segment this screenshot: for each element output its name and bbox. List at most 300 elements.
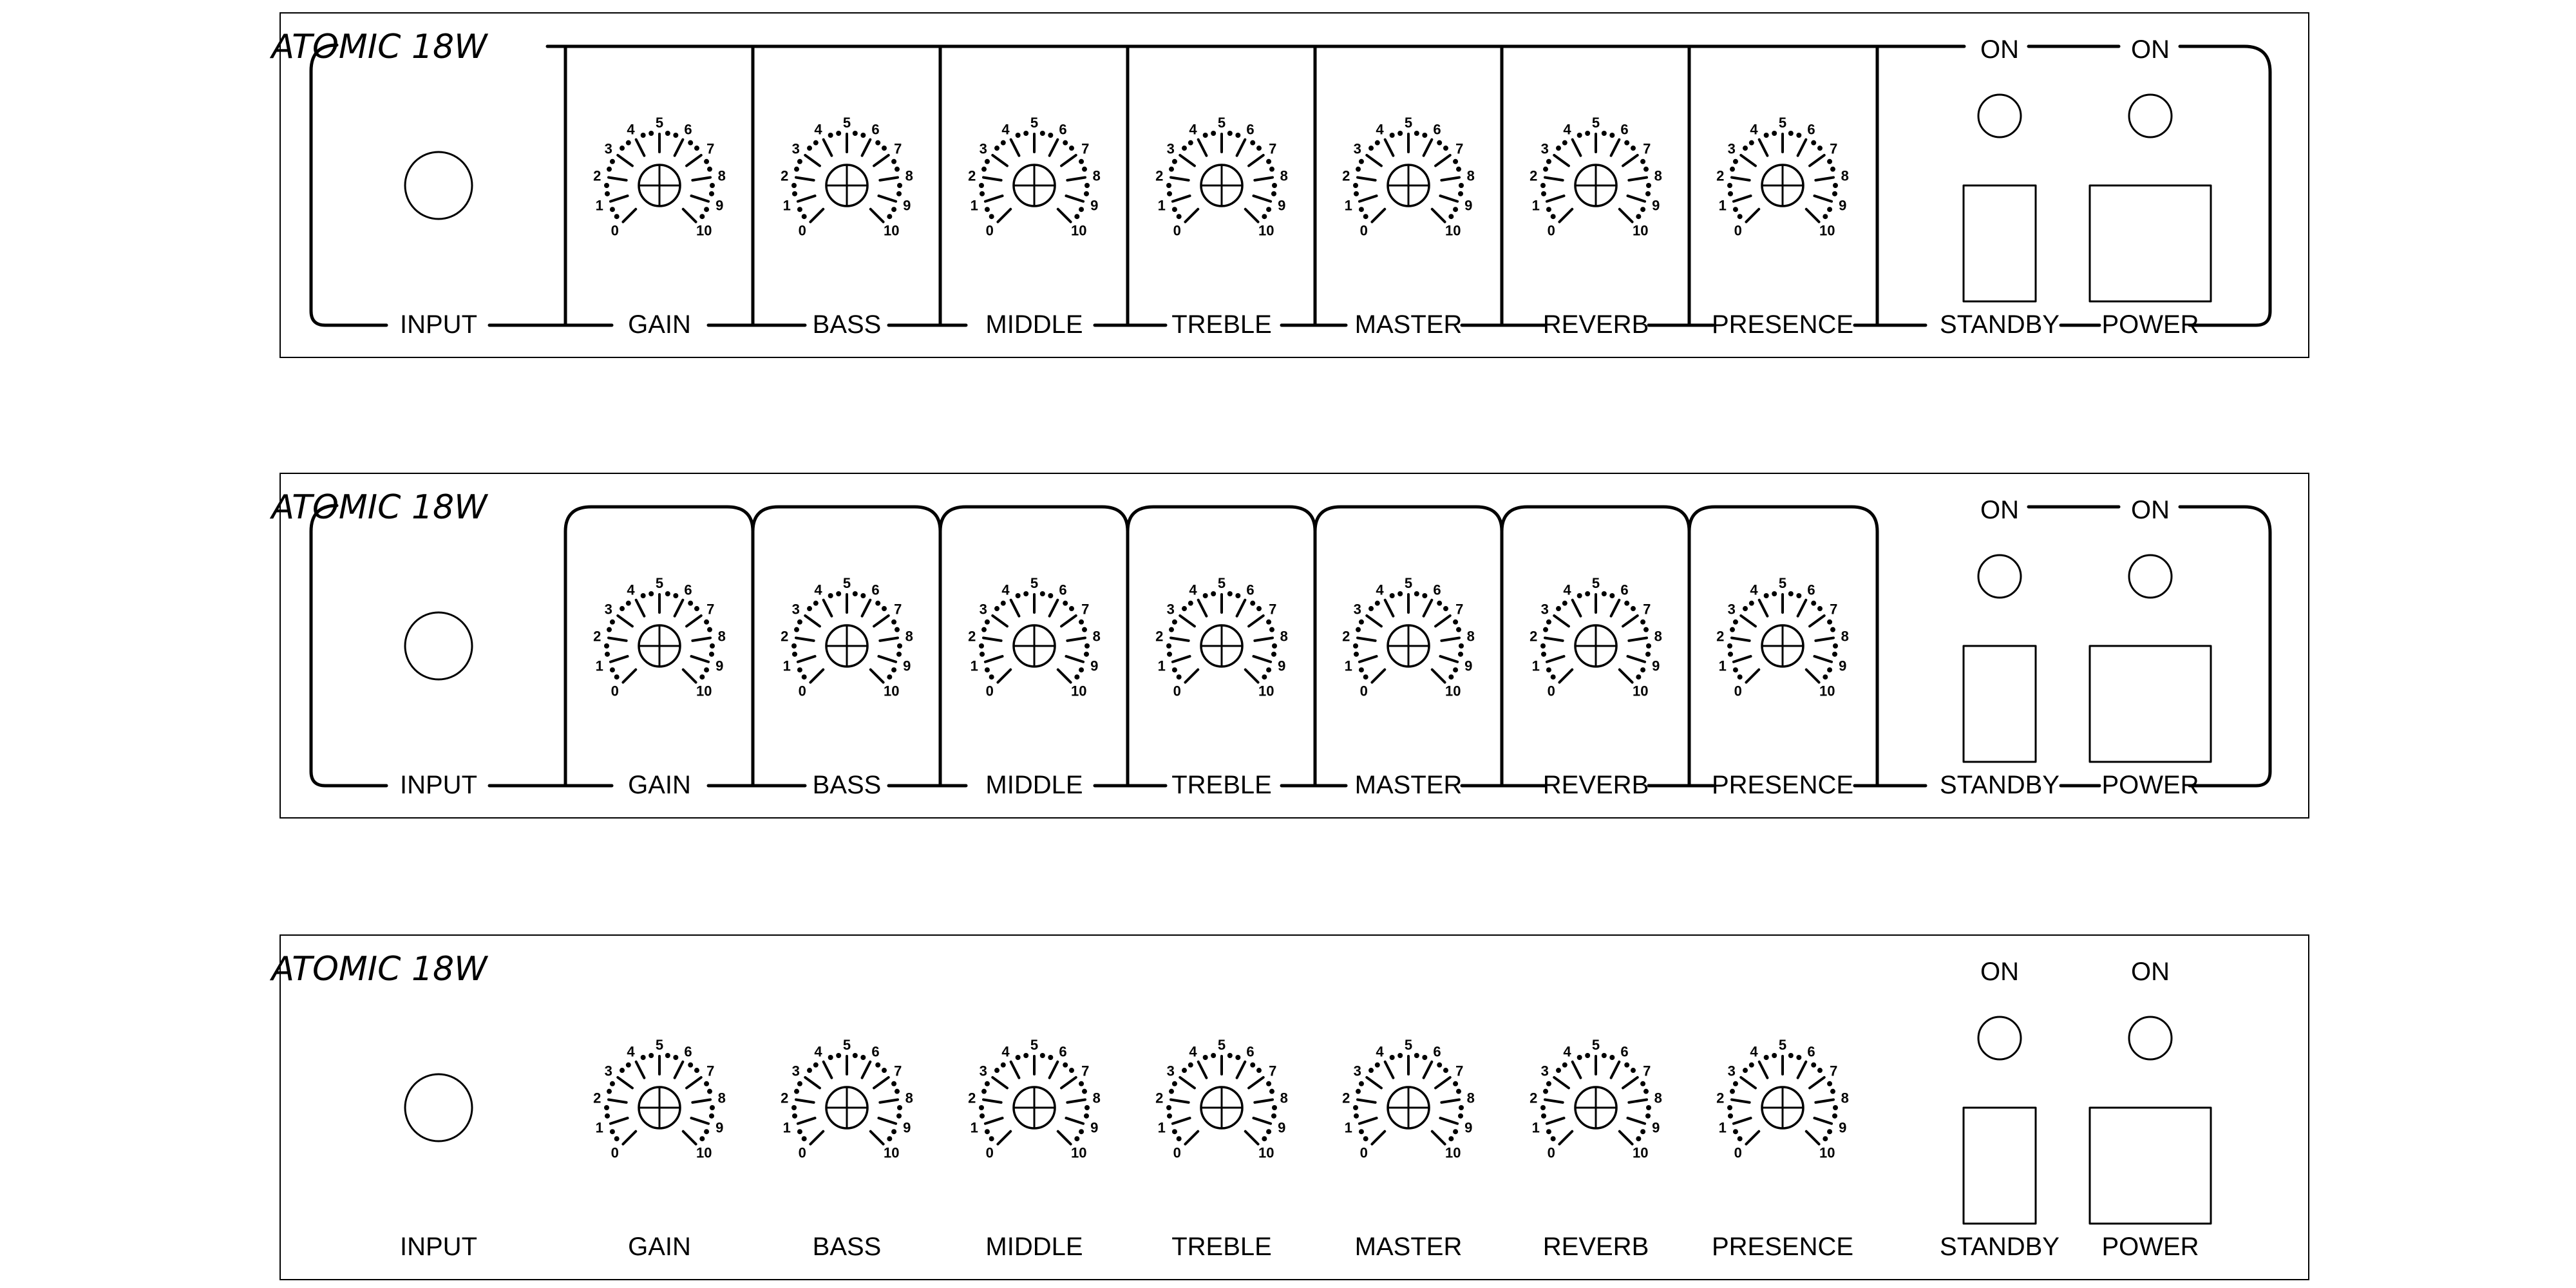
power-switch[interactable]: [2090, 185, 2211, 301]
knob-scale-dot: [1811, 140, 1816, 146]
knob-scale-dot: [1556, 146, 1561, 151]
knob-scale-dot: [828, 133, 833, 138]
knob-scale-dot: [797, 159, 802, 164]
knob-scale-dot: [1363, 674, 1368, 679]
knob-scale-number: 1: [782, 658, 791, 674]
knob-scale-number: 7: [1269, 140, 1277, 157]
knob-tick: [1629, 1099, 1647, 1102]
knob-scale-number: 3: [791, 1063, 800, 1079]
knob-scale-number: 8: [1654, 628, 1662, 645]
knob-tick: [871, 670, 884, 683]
knob-scale-dot: [1074, 674, 1079, 679]
knob-tick: [1547, 656, 1564, 662]
knob-middle[interactable]: [968, 1037, 1101, 1160]
knob-scale-dot: [1063, 1063, 1068, 1068]
knob-scale-number: 9: [715, 197, 724, 214]
knob-scale-dot: [1585, 591, 1590, 596]
knob-tick: [871, 1132, 884, 1144]
knob-label: GAIN: [628, 771, 691, 799]
knob-scale-number: 6: [1620, 1043, 1629, 1060]
knob-scale-number: 5: [1591, 1037, 1600, 1053]
knob-scale-dot: [1084, 1105, 1090, 1110]
knob-scale-dot: [981, 627, 987, 632]
knob-scale-dot: [605, 1113, 610, 1119]
knob-scale-dot: [1459, 643, 1464, 649]
knob-scale-dot: [1728, 652, 1733, 657]
knob-scale-dot: [1817, 606, 1823, 611]
knob-scale-dot: [1827, 1081, 1832, 1086]
knob-scale-dot: [895, 1089, 900, 1094]
knob-scale-number: 8: [1092, 628, 1101, 645]
knob-scale-dot: [1645, 652, 1651, 657]
knob-scale-dot: [875, 140, 880, 146]
knob-tick: [683, 670, 696, 683]
knob-scale-number: 1: [782, 197, 791, 214]
knob-scale-number: 2: [1342, 167, 1350, 184]
knob-scale-number: 8: [1841, 167, 1849, 184]
knob-tick: [1245, 209, 1258, 222]
knob-scale-number: 9: [1652, 1119, 1660, 1136]
knob-tick: [1620, 1132, 1633, 1144]
knob-scale-number: 2: [1716, 167, 1725, 184]
knob-scale-dot: [1172, 1129, 1177, 1134]
knob-scale-dot: [620, 1068, 625, 1073]
knob-scale-dot: [1414, 1053, 1419, 1058]
knob-middle[interactable]: [968, 115, 1101, 238]
knob-scale-number: 5: [1778, 115, 1787, 131]
knob-scale-number: 10: [1633, 683, 1649, 699]
knob-tick: [878, 1118, 896, 1124]
knob-gain[interactable]: [593, 575, 726, 699]
knob-tick: [687, 1077, 701, 1088]
knob-scale-dot: [802, 674, 807, 679]
knob-scale-number: 10: [696, 222, 712, 239]
knob-scale-dot: [1733, 620, 1738, 625]
knob-scale-dot: [1609, 133, 1615, 138]
knob-bass[interactable]: [781, 115, 913, 238]
knob-scale-number: 3: [604, 601, 612, 618]
knob-label: MIDDLE: [985, 771, 1083, 799]
knob-tick: [618, 155, 632, 166]
knob-scale-number: 4: [1376, 121, 1384, 138]
knob-scale-dot: [1631, 606, 1636, 611]
knob-scale-number: 2: [593, 167, 601, 184]
knob-gain[interactable]: [593, 115, 726, 238]
knob-scale-dot: [1577, 593, 1582, 598]
knob-scale-dot: [994, 1068, 999, 1073]
knob-scale-dot: [1832, 1113, 1837, 1119]
knob-tick: [1237, 140, 1245, 156]
knob-tick: [1810, 1077, 1824, 1088]
knob-scale-dot: [1546, 1129, 1551, 1134]
knob-scale-dot: [1266, 1129, 1271, 1134]
knob-scale-number: 3: [1353, 1063, 1361, 1079]
knob-scale-number: 3: [1353, 601, 1361, 618]
knob-label: MASTER: [1354, 1233, 1463, 1261]
knob-tick: [1385, 1062, 1394, 1078]
knob-scale-dot: [1359, 620, 1364, 625]
knob-middle[interactable]: [968, 575, 1101, 699]
knob-tick: [1627, 656, 1645, 662]
knob-scale-dot: [1541, 1113, 1546, 1119]
knob-scale-number: 1: [1344, 197, 1352, 214]
power-switch[interactable]: [2090, 646, 2211, 762]
knob-scale-number: 3: [1353, 140, 1361, 157]
knob-scale-dot: [610, 1129, 615, 1134]
knob-tick: [1611, 1062, 1620, 1078]
knob-scale-dot: [710, 1105, 715, 1110]
knob-scale-dot: [1562, 1063, 1567, 1068]
knob-scale-number: 4: [1750, 582, 1758, 598]
knob-scale-dot: [891, 207, 896, 212]
knob-scale-dot: [891, 1081, 896, 1086]
knob-tick: [611, 656, 628, 662]
knob-tick: [683, 209, 696, 222]
knob-scale-number: 7: [706, 601, 715, 618]
knob-scale-dot: [1546, 667, 1551, 672]
knob-scale-dot: [1397, 591, 1403, 596]
knob-scale-dot: [607, 627, 612, 632]
knob-tick: [880, 1099, 898, 1102]
knob-reverb[interactable]: [1530, 115, 1662, 238]
knob-scale-dot: [985, 620, 990, 625]
knob-tick: [1358, 1099, 1376, 1102]
knob-tick: [796, 1099, 814, 1102]
knob-label: GAIN: [628, 1233, 691, 1261]
standby-switch[interactable]: [1964, 185, 2036, 301]
knob-scale-dot: [1211, 131, 1216, 136]
knob-bass[interactable]: [781, 1037, 913, 1160]
knob-scale-number: 9: [1278, 658, 1286, 674]
knob-scale-dot: [1074, 1136, 1079, 1141]
knob-scale-number: 2: [1530, 1090, 1538, 1106]
knob-scale-dot: [1359, 159, 1364, 164]
knob-reverb[interactable]: [1530, 575, 1662, 699]
knob-scale-dot: [981, 167, 987, 172]
knob-scale-dot: [1069, 606, 1074, 611]
knob-scale-number: 7: [894, 601, 902, 618]
knob-label: PRESENCE: [1711, 771, 1854, 799]
knob-scale-number: 3: [979, 140, 987, 157]
knob-scale-dot: [1169, 627, 1174, 632]
knob-scale-number: 6: [871, 582, 880, 598]
knob-scale-number: 2: [593, 1090, 601, 1106]
knob-scale-number: 3: [1727, 1063, 1736, 1079]
knob-scale-dot: [1728, 1113, 1733, 1119]
knob-scale-number: 10: [1071, 222, 1087, 239]
knob-scale-dot: [673, 133, 678, 138]
knob-scale-dot: [1188, 1063, 1193, 1068]
knob-tick: [798, 196, 815, 202]
knob-tick: [983, 177, 1001, 180]
knob-tick: [1359, 656, 1377, 662]
knob-gain[interactable]: [593, 1037, 726, 1160]
knob-master[interactable]: [1342, 575, 1475, 699]
knob-scale-number: 10: [1445, 683, 1461, 699]
knob-scale-dot: [1624, 140, 1629, 146]
knob-scale-dot: [1359, 1129, 1364, 1134]
knob-scale-number: 4: [1189, 121, 1197, 138]
knob-presence[interactable]: [1716, 115, 1849, 238]
knob-scale-number: 5: [1591, 115, 1600, 131]
knob-tick: [1629, 177, 1647, 180]
knob-scale-dot: [1211, 1053, 1216, 1058]
switch-on-label: ON: [2131, 496, 2170, 524]
knob-tick: [1066, 196, 1083, 202]
knob-scale-dot: [605, 191, 610, 196]
knob-tick: [1171, 177, 1189, 180]
switch-on-label: ON: [1980, 958, 2019, 986]
knob-scale-dot: [607, 167, 612, 172]
knob-scale-number: 9: [1464, 1119, 1473, 1136]
knob-scale-number: 8: [1280, 167, 1288, 184]
knob-scale-number: 7: [1269, 601, 1277, 618]
knob-scale-dot: [1540, 643, 1546, 649]
knob-scale-dot: [1271, 1113, 1276, 1119]
knob-scale-number: 6: [1433, 121, 1441, 138]
knob-tick: [636, 140, 645, 156]
knob-scale-number: 1: [1157, 1119, 1166, 1136]
knob-scale-dot: [887, 1136, 892, 1141]
knob-tick: [1372, 670, 1385, 683]
knob-scale-dot: [891, 1129, 896, 1134]
knob-scale-dot: [1262, 1136, 1267, 1141]
knob-tick: [1559, 670, 1572, 683]
knob-scale-dot: [1730, 167, 1735, 172]
switch-label: POWER: [2101, 310, 2199, 339]
knob-scale-number: 6: [1246, 121, 1255, 138]
knob-scale-dot: [1733, 1129, 1738, 1134]
knob-scale-number: 10: [696, 1144, 712, 1161]
knob-scale-dot: [688, 140, 693, 146]
knob-scale-dot: [1833, 643, 1838, 649]
knob-reverb[interactable]: [1530, 1037, 1662, 1160]
knob-scale-dot: [1833, 183, 1838, 188]
knob-scale-dot: [1437, 1063, 1442, 1068]
knob-scale-dot: [1448, 214, 1454, 219]
knob-scale-number: 0: [1734, 1144, 1742, 1161]
knob-scale-number: 10: [884, 1144, 900, 1161]
knob-scale-number: 0: [798, 1144, 806, 1161]
frame-line: [311, 506, 386, 786]
knob-tick: [1253, 656, 1271, 662]
knob-tick: [1746, 670, 1759, 683]
knob-tick: [985, 656, 1003, 662]
input-label: INPUT: [400, 1233, 477, 1261]
knob-scale-number: 0: [1547, 222, 1555, 239]
knob-bass[interactable]: [781, 575, 913, 699]
knob-scale-number: 10: [1071, 1144, 1087, 1161]
knob-tick: [1741, 155, 1756, 166]
standby-switch[interactable]: [1964, 1108, 2036, 1224]
knob-tick: [1810, 155, 1824, 166]
knob-scale-dot: [1177, 674, 1182, 679]
knob-scale-number: 1: [1157, 197, 1166, 214]
knob-tick: [1432, 670, 1445, 683]
knob-presence[interactable]: [1716, 575, 1849, 699]
knob-tick: [1806, 1132, 1819, 1144]
knob-scale-dot: [828, 1055, 833, 1060]
knob-scale-number: 0: [611, 683, 619, 699]
knob-scale-dot: [1069, 146, 1074, 151]
knob-scale-number: 4: [1750, 121, 1758, 138]
knob-scale-number: 10: [1445, 1144, 1461, 1161]
knob-tick: [1545, 1099, 1563, 1102]
knob-scale-dot: [1772, 591, 1777, 596]
knob-scale-number: 6: [1059, 1043, 1067, 1060]
knob-scale-number: 5: [1030, 115, 1039, 131]
knob-scale-dot: [1203, 1055, 1208, 1060]
knob-tick: [1806, 209, 1819, 222]
knob-scale-number: 9: [1839, 1119, 1847, 1136]
knob-tick: [1067, 177, 1085, 180]
knob-scale-dot: [1646, 1105, 1651, 1110]
knob-scale-dot: [1540, 183, 1546, 188]
knob-scale-dot: [836, 131, 841, 136]
knob-scale-dot: [1585, 1053, 1590, 1058]
input-jack[interactable]: [405, 1074, 472, 1141]
knob-tick: [1424, 600, 1432, 616]
knob-master[interactable]: [1342, 115, 1475, 238]
input-jack[interactable]: [405, 612, 472, 679]
knob-scale-dot: [794, 627, 799, 632]
knob-tick: [611, 1118, 628, 1124]
knob-scale-dot: [1262, 674, 1267, 679]
knob-scale-dot: [1040, 1053, 1045, 1058]
knob-scale-number: 10: [1819, 222, 1835, 239]
standby-indicator-light: [1978, 95, 2021, 137]
knob-scale-dot: [1453, 667, 1458, 672]
knob-scale-dot: [1182, 146, 1187, 151]
knob-scale-dot: [882, 146, 887, 151]
knob-scale-dot: [1203, 133, 1208, 138]
knob-scale-number: 10: [884, 222, 900, 239]
knob-scale-number: 4: [814, 1043, 822, 1060]
knob-scale-number: 7: [1643, 140, 1651, 157]
knob-tick: [1440, 196, 1457, 202]
knob-scale-dot: [1796, 1055, 1801, 1060]
input-label: INPUT: [400, 310, 477, 339]
knob-scale-dot: [1182, 606, 1187, 611]
knob-tick: [810, 670, 823, 683]
knob-scale-number: 10: [696, 683, 712, 699]
knob-scale-dot: [1040, 131, 1045, 136]
knob-scale-dot: [1422, 593, 1427, 598]
knob-scale-dot: [1167, 1113, 1172, 1119]
knob-tick: [683, 1132, 696, 1144]
knob-scale-dot: [1235, 593, 1240, 598]
knob-scale-number: 5: [655, 1037, 664, 1053]
knob-scale-dot: [882, 606, 887, 611]
knob-scale-number: 8: [1466, 167, 1475, 184]
knob-treble[interactable]: [1155, 575, 1288, 699]
knob-scale-dot: [1453, 207, 1458, 212]
knob-scale-number: 6: [1246, 1043, 1255, 1060]
knob-scale-number: 0: [798, 683, 806, 699]
knob-scale-dot: [1188, 140, 1193, 146]
knob-scale-dot: [610, 667, 615, 672]
knob-scale-dot: [1830, 1089, 1835, 1094]
knob-scale-dot: [1577, 133, 1582, 138]
knob-scale-dot: [853, 591, 858, 596]
knob-scale-number: 5: [842, 575, 851, 591]
knob-scale-dot: [797, 620, 802, 625]
knob-scale-dot: [979, 1105, 984, 1110]
knob-master[interactable]: [1342, 1037, 1475, 1160]
knob-scale-dot: [1203, 593, 1208, 598]
input-label: INPUT: [400, 771, 477, 799]
knob-scale-dot: [649, 1053, 654, 1058]
power-switch[interactable]: [2090, 1108, 2211, 1224]
knob-scale-dot: [1823, 674, 1828, 679]
knob-tick: [1547, 196, 1564, 202]
knob-scale-dot: [707, 167, 712, 172]
knob-scale-dot: [1727, 643, 1732, 649]
switch-label: STANDBY: [1940, 1233, 2060, 1261]
knob-scale-dot: [1082, 167, 1087, 172]
knob-scale-dot: [1368, 146, 1374, 151]
knob-scale-number: 1: [1157, 658, 1166, 674]
knob-tick: [1629, 638, 1647, 640]
knob-scale-dot: [1551, 214, 1556, 219]
knob-tick: [1435, 616, 1450, 626]
knob-scale-dot: [1562, 601, 1567, 606]
knob-tick: [1545, 638, 1563, 640]
knob-tick: [1050, 140, 1058, 156]
knob-scale-number: 10: [1258, 222, 1274, 239]
knob-tick: [1173, 196, 1190, 202]
knob-tick: [675, 1062, 683, 1078]
knob-tick: [1435, 155, 1450, 166]
knob-treble[interactable]: [1155, 115, 1288, 238]
knob-scale-dot: [620, 606, 625, 611]
knob-scale-dot: [704, 1129, 709, 1134]
knob-scale-dot: [1728, 191, 1733, 196]
knob-scale-dot: [1640, 1129, 1645, 1134]
knob-scale-dot: [980, 1113, 985, 1119]
knob-scale-dot: [1001, 601, 1006, 606]
knob-scale-dot: [1353, 643, 1358, 649]
input-jack[interactable]: [405, 152, 472, 219]
knob-treble[interactable]: [1155, 1037, 1288, 1160]
knob-scale-dot: [1448, 1136, 1454, 1141]
standby-switch[interactable]: [1964, 646, 2036, 762]
brand-title: ATOMIC 18W: [271, 950, 488, 989]
knob-tick: [618, 1077, 632, 1088]
knob-scale-number: 8: [905, 628, 913, 645]
knob-scale-dot: [641, 593, 646, 598]
knob-scale-number: 10: [1819, 683, 1835, 699]
knob-scale-dot: [794, 1089, 799, 1094]
knob-scale-dot: [1585, 131, 1590, 136]
brand-title: ATOMIC 18W: [271, 28, 488, 66]
knob-presence[interactable]: [1716, 1037, 1849, 1160]
knob-scale-number: 10: [1819, 1144, 1835, 1161]
knob-scale-number: 9: [715, 1119, 724, 1136]
knob-scale-dot: [860, 1055, 866, 1060]
knob-scale-dot: [979, 643, 984, 649]
knob-tick: [1627, 196, 1645, 202]
knob-scale-dot: [1738, 674, 1743, 679]
switch-label: STANDBY: [1940, 771, 2060, 799]
knob-scale-number: 0: [1173, 683, 1181, 699]
knob-label: REVERB: [1542, 1233, 1649, 1261]
knob-scale-number: 9: [1090, 197, 1099, 214]
knob-scale-dot: [704, 1081, 709, 1086]
knob-tick: [1611, 600, 1620, 616]
knob-scale-number: 6: [684, 1043, 692, 1060]
knob-scale-dot: [1079, 1129, 1084, 1134]
